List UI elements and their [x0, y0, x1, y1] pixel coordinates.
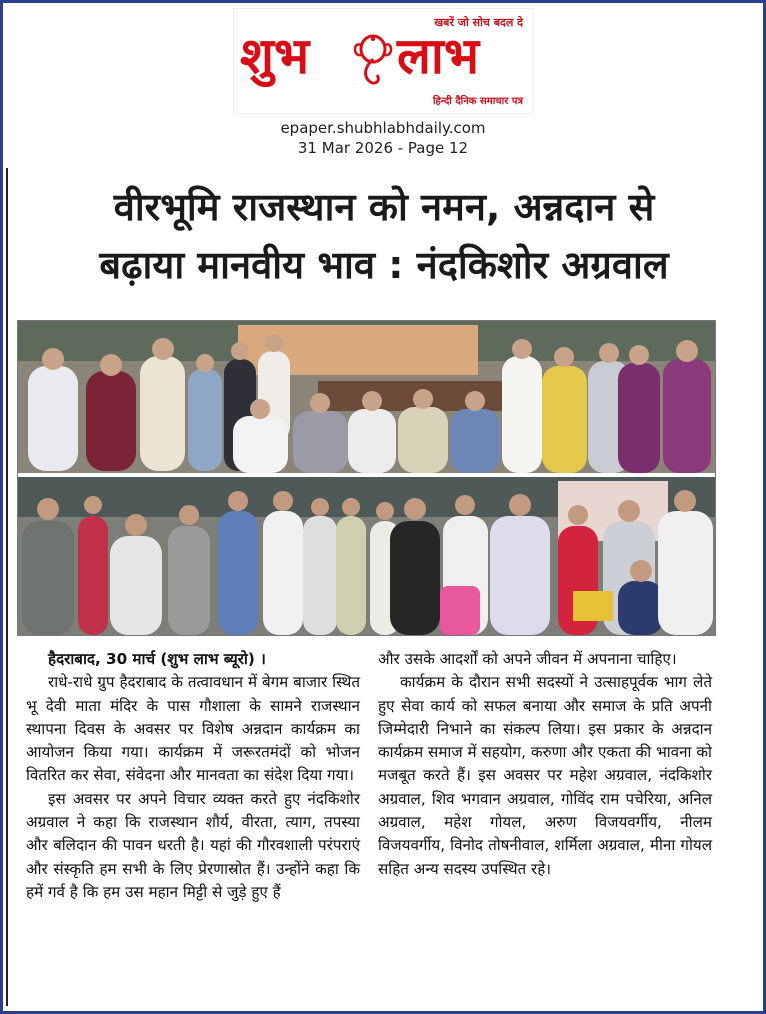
logo-word-labh: लाभ	[397, 27, 479, 85]
masthead-subtitle: हिन्दी दैनिक समाचार पत्र	[432, 96, 523, 107]
article-paragraph-2-continued: और उसके आदर्शों को अपने जीवन में अपनाना चाहिए।	[378, 650, 677, 668]
masthead-logo[interactable]	[233, 8, 534, 114]
article-column-left	[26, 648, 360, 904]
headline-line-1: वीरभूमि राजस्थान को नमन, अन्नदान से	[113, 185, 655, 229]
logo-word-shubh: शुभ	[240, 27, 310, 85]
article-paragraph-1: राधे-राधे ग्रुप हैदराबाद के तत्वावधान में बेगम बाजार स्थित भू देवी माता मंदिर के पास गौशाला के सामने राजस्थान स्थापना दिवस के अवसर पर विशेष अन्नदान कार्यक्रम का आयोजन किया गया। कार्यक्रम में जरूरतमंदों को भोजन वितरित कर सेवा, संवेदना और मानवता का संदेश दिया गया।	[26, 673, 360, 785]
article-headline	[14, 178, 754, 294]
edition-date-page: 31 Mar 2026 - Page 12	[297, 139, 469, 157]
article-dateline: हैदराबाद, 30 मार्च (शुभ लाभ ब्यूरो) ।	[48, 650, 266, 668]
masthead-tagline: खबरें जो सोच बदल दे	[434, 16, 523, 29]
photo-collage	[18, 321, 715, 635]
headline-line-2: बढ़ाया मानवीय भाव : नंदकिशोर अग्रवाल	[99, 243, 669, 287]
column-rule	[6, 168, 8, 1006]
article-paragraph-3: कार्यक्रम के दौरान सभी सदस्यों ने उत्साहपूर्वक भाग लेते हुए सेवा कार्य को सफल बनाया और समाज के प्रति अपनी जिम्मेदारी निभाने का संकल्प लिया। इस प्रकार के अन्नदान कार्यक्रम समाज में सहयोग, करुणा और एकता की भावना को मजबूत करते हैं। इस अवसर पर महेश अग्रवाल, नंदकिशोर अग्रवाल, शिव भगवान अग्रवाल, गोविंद राम पचेरिया, अनिल अग्रवाल, महेश गोयल, अरुण विजयवर्गीय, नीलम विजयवर्गीय, विनोद तोषनीवाल, शर्मिला अग्रवाल, मीना गोयल सहित अन्य सदस्य उपस्थित रहे।	[378, 673, 712, 878]
epaper-url[interactable]: epaper.shubhlabhdaily.com	[280, 119, 486, 137]
article-column-right	[378, 648, 712, 881]
ganesha-icon	[351, 31, 395, 87]
article-photo	[17, 320, 716, 636]
article-paragraph-2: इस अवसर पर अपने विचार व्यक्त करते हुए नंदकिशोर अग्रवाल ने कहा कि राजस्थान शौर्य, वीरता, त्याग, तपस्या और बलिदान की पावन धरती है। यहां की गौरवशाली परंपराएं और संस्कृति हम सभी के लिए प्रेरणास्रोत हैं। उन्होंने कहा कि हमें गर्व है कि हम उस महान मिट्टी से जुड़े हुए हैं	[26, 789, 360, 901]
